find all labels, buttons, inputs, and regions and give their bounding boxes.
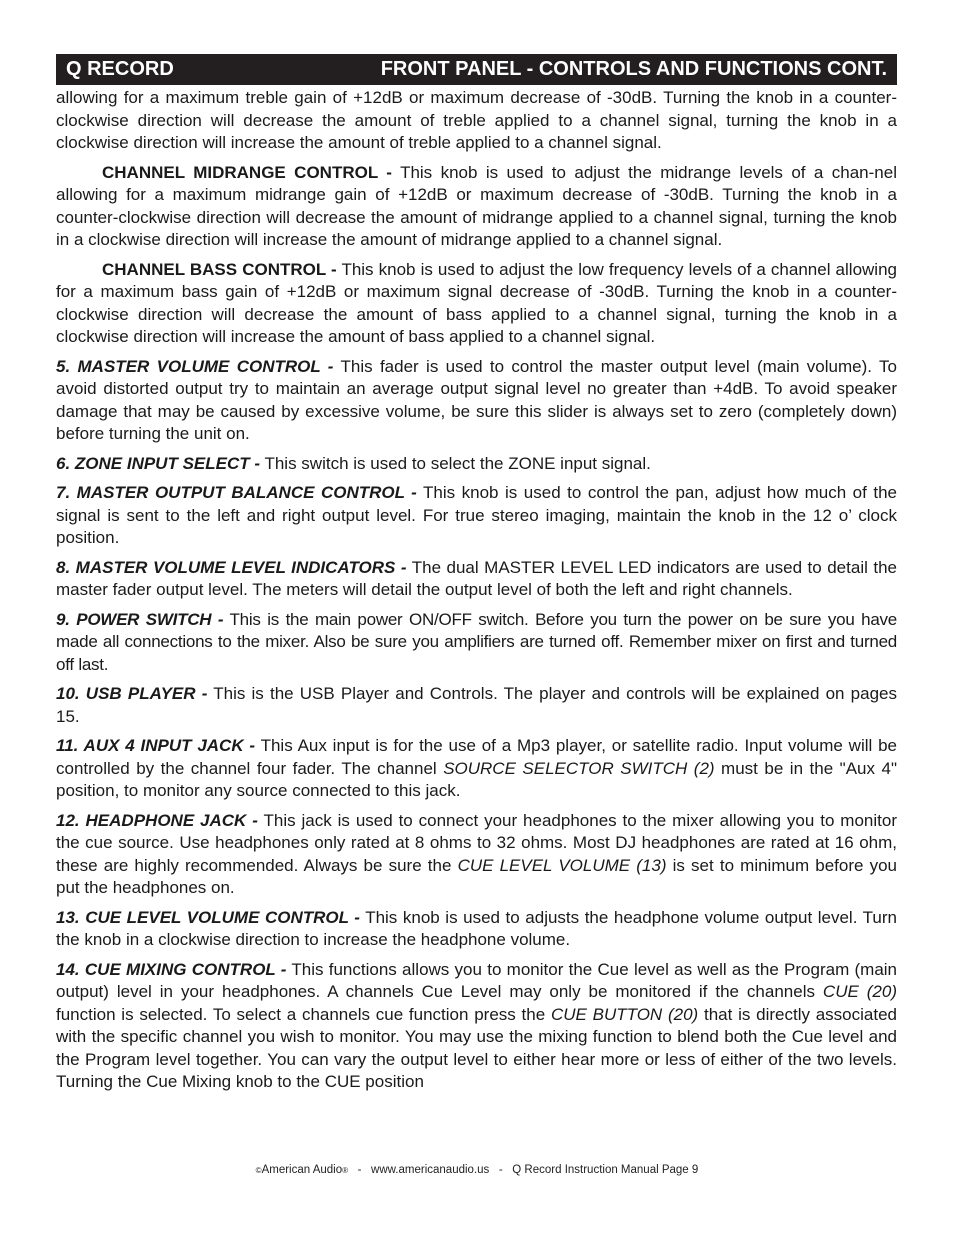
paragraph-label: 8. MASTER VOLUME LEVEL INDICATORS - (56, 557, 407, 577)
paragraph-text: This jack is used to connect your headphones to the mixer allowing you to monitor the cue source. Use headphones only rated at 8 ohms to 32 ohms. Most DJ headphones are rated at 16 ohm, these are highly recommended. Always be sure the (56, 810, 897, 875)
reference-cue-level-volume: CUE LEVEL VOLUME (13) (457, 855, 667, 875)
paragraph-treble-continued (56, 87, 897, 155)
paragraph-label: 9. POWER SWITCH - (56, 609, 224, 629)
paragraph-text: This knob is used to control the pan, adjust how much of the signal is sent to the left and right output level. For true stereo imaging, maintain the knob in the 12 o’ clock position. (56, 483, 897, 547)
header-section-title: FRONT PANEL - CONTROLS AND FUNCTIONS CONT. (380, 58, 887, 80)
paragraph-text: This functions allows you to monitor the Cue level as well as the Program (main output) level in your headphones. A channels Cue Level may only be monitored if the channels (56, 959, 898, 1001)
paragraph-text: This switch is used to select the ZONE input signal. (260, 453, 651, 473)
section-header-bar (56, 54, 897, 85)
paragraph-cue-level-volume (56, 907, 897, 952)
copyright-symbol: © (255, 1166, 262, 1175)
footer-brand: American Audio (261, 1164, 343, 1176)
paragraph-label: 10. USB PLAYER - (56, 684, 208, 703)
paragraph-text: This is the main power ON/OFF switch. Before you turn the power on be sure you have made all connections to the mixer. Also be sure you amplifiers are turned off. Remember mixer on first and turned off last. (56, 609, 897, 674)
paragraph-master-volume (56, 356, 897, 446)
paragraph-channel-bass (56, 259, 897, 349)
paragraph-text: that is directly associated with the specific channel you wish to monitor. You may use the mixing function to blend both the Cue level and the Program level together. You can vary the output level to either hear more or less of either of the two levels. Turning the Cue Mixing knob to the CUE position (56, 1004, 898, 1091)
paragraph-text: function is selected. To select a channels cue function press the (56, 1004, 551, 1024)
paragraph-label: 14. CUE MIXING CONTROL - (56, 959, 287, 979)
page-footer (0, 1164, 954, 1176)
paragraph-text: must be in the "Aux 4" position, to monitor any source connected to this jack. (56, 758, 897, 800)
paragraph-label: CHANNEL BASS CONTROL - (102, 259, 337, 279)
registered-symbol: ® (342, 1166, 349, 1175)
paragraph-text: The dual MASTER LEVEL LED indicators are used to detail the master fader output level. The meters will detail the output level of both the left and right channels. (56, 557, 897, 599)
paragraph-usb-player (56, 683, 897, 728)
reference-cue: CUE (20) (822, 982, 897, 1001)
paragraph-text: is set to minimum before you put the headphones on. (56, 855, 897, 897)
paragraph-label: 5. MASTER VOLUME CONTROL - (56, 356, 334, 376)
manual-body (56, 87, 897, 1101)
reference-cue-button: CUE BUTTON (20) (550, 1004, 699, 1024)
paragraph-text: This knob is used to adjusts the headphone volume output level. Turn the knob in a clockwise direction to increase the headphone volume. (56, 907, 897, 949)
paragraph-text: allowing for a maximum treble gain of +12dB or maximum decrease of -30dB. Turning the knob in a counter-clockwise direction will decrease the amount of treble applied to a channel signal, turning the knob in a clockwise direction will increase the amount of treble applied to a channel signal. (56, 88, 897, 152)
paragraph-text: This fader is used to control the master output level (main volume). To avoid distorted output try to maintain an average output signal level no greater than +4dB. To avoid speaker damage that may be caused by excessive volume, be sure this slider is always set to zero (completely down) before turning the unit on. (56, 356, 897, 443)
footer-text: - www.americanaudio.us - Q Record Instruction Manual Page 9 (348, 1164, 699, 1176)
paragraph-label: 7. MASTER OUTPUT BALANCE CONTROL - (56, 483, 417, 502)
paragraph-text: This knob is used to adjust the low frequency levels of a channel allowing for a maximum bass gain of +12dB or maximum signal decrease of -30dB. Turning the knob in a counter-clockwise direction will decrease the amount of bass applied to a channel signal, turning the knob in a clockwise direction will increase the amount of bass applied to a channel signal. (56, 259, 897, 346)
reference-source-selector: SOURCE SELECTOR SWITCH (2) (443, 758, 715, 778)
paragraph-text: This is the USB Player and Controls. The player and controls will be explained on pages 15. (56, 684, 897, 726)
paragraph-cue-mixing (56, 959, 897, 1094)
paragraph-label: 11. AUX 4 INPUT JACK - (56, 736, 256, 755)
paragraph-level-indicators (56, 557, 897, 602)
paragraph-label: 12. HEADPHONE JACK - (56, 810, 258, 830)
paragraph-power-switch (56, 609, 897, 677)
header-product-name: Q RECORD (66, 58, 174, 80)
paragraph-text: This knob is used to adjust the midrange levels of a chan-nel allowing for a maximum midrange gain of +12dB or maximum decrease of -30dB. Turning the knob in a counter-clockwise direction will decrease the amount of midrange applied to a channel signal, turning the knob in a clockwise direction will increase the amount of midrange applied to a channel signal. (56, 162, 897, 249)
paragraph-aux4-jack (56, 735, 897, 803)
paragraph-channel-midrange (56, 162, 897, 252)
paragraph-text: This Aux input is for the use of a Mp3 player, or satellite radio. Input volume will be controlled by the channel four fader. The channel (56, 736, 897, 778)
paragraph-label: CHANNEL MIDRANGE CONTROL - (102, 162, 392, 182)
paragraph-master-balance (56, 482, 897, 550)
paragraph-zone-input (56, 453, 897, 476)
paragraph-headphone-jack (56, 810, 897, 900)
paragraph-label: 6. ZONE INPUT SELECT - (56, 453, 261, 473)
paragraph-label: 13. CUE LEVEL VOLUME CONTROL - (56, 907, 360, 927)
